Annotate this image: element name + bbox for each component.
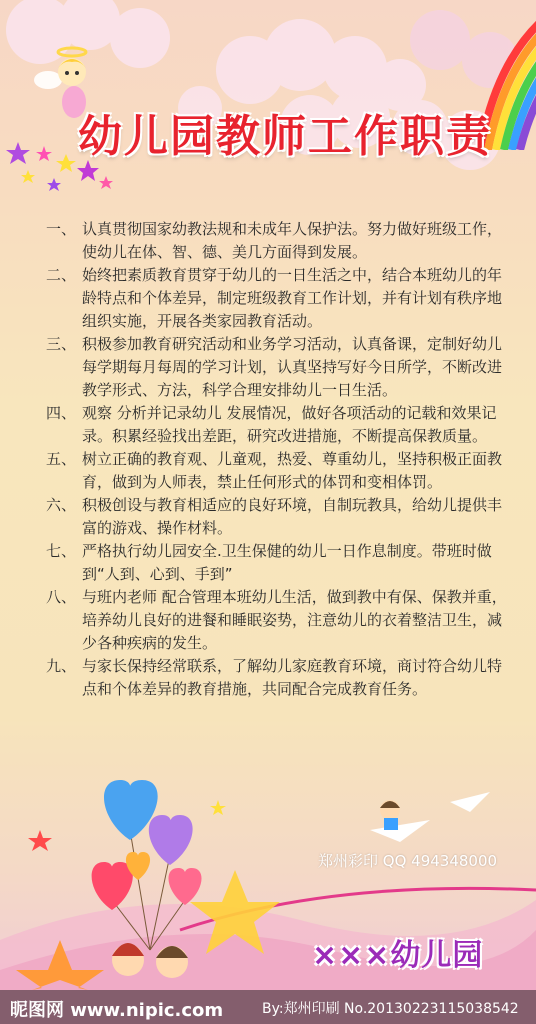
watermark-bar — [0, 990, 536, 1024]
watermark-site: 昵图网 www.nipic.com — [10, 1000, 224, 1021]
duty-item — [46, 264, 508, 333]
duty-text: 与班内老师 配合管理本班幼儿生活，做到教中有保、保教并重，培养幼儿良好的进餐和睡眠姿势，注意幼儿的衣着整洁卫生，减少各种疾病的发生。 — [82, 588, 507, 652]
contact-info: 郑州彩印 QQ 494348000 — [318, 852, 498, 870]
heart-balloons-illustration — [0, 770, 300, 990]
duty-item — [46, 655, 508, 701]
duty-item — [46, 333, 508, 402]
duty-item — [46, 402, 508, 448]
duty-item — [46, 448, 508, 494]
duty-number: 七、 — [46, 542, 77, 560]
duty-number: 四、 — [46, 404, 77, 422]
kindergarten-name: ×××幼儿园 — [312, 938, 484, 973]
duty-text: 树立正确的教育观、儿童观，热爱、尊重幼儿，坚持积极正面教育，做到为人师表，禁止任何形式的体罚和变相体罚。 — [82, 450, 503, 491]
watermark-id: By:郑州印刷 No.20130223115038542 — [262, 1001, 519, 1017]
page-title: 幼儿园教师工作职责 — [78, 111, 492, 162]
duty-item — [46, 540, 508, 586]
duty-item — [46, 494, 508, 540]
duty-item — [46, 586, 508, 655]
duty-text: 始终把素质教育贯穿于幼儿的一日生活之中，结合本班幼儿的年龄特点和个体差异，制定班级教育工作计划，并有计划有秩序地组织实施，开展各类家园教育活动。 — [82, 266, 503, 330]
duty-number: 三、 — [46, 335, 77, 353]
duty-number: 八、 — [46, 588, 77, 606]
duty-text: 积极参加教育研究活动和业务学习活动，认真备课，定制好幼儿每学期每月每周的学习计划，认真坚持写好今日所学，不断改进教学形式、方法，科学合理安排幼儿一日生活。 — [82, 335, 503, 399]
duty-text: 与家长保持经常联系，了解幼儿家庭教育环境，商讨符合幼儿特点和个体差异的教育措施，共同配合完成教育任务。 — [82, 657, 503, 698]
duties-list — [46, 218, 508, 701]
duty-text: 积极创设与教育相适应的良好环境，自制玩教具，给幼儿提供丰富的游戏、操作材料。 — [82, 496, 503, 537]
duty-number: 一、 — [46, 220, 77, 238]
flying-kid-illustration — [360, 790, 510, 850]
duty-number: 五、 — [46, 450, 77, 468]
duty-text: 认真贯彻国家幼教法规和未成年人保护法。努力做好班级工作，使幼儿在体、智、德、美几方面得到发展。 — [82, 220, 503, 261]
duty-number: 六、 — [46, 496, 77, 514]
duty-number: 九、 — [46, 657, 77, 675]
duty-item — [46, 218, 508, 264]
duty-text: 严格执行幼儿园安全.卫生保健的幼儿一日作息制度。带班时做到“人到、心到、手到” — [82, 542, 492, 583]
duty-text: 观察 分析并记录幼儿 发展情况，做好各项活动的记载和效果记录。积累经验找出差距，研究改进措施，不断提高保教质量。 — [82, 404, 497, 445]
duty-number: 二、 — [46, 266, 77, 284]
